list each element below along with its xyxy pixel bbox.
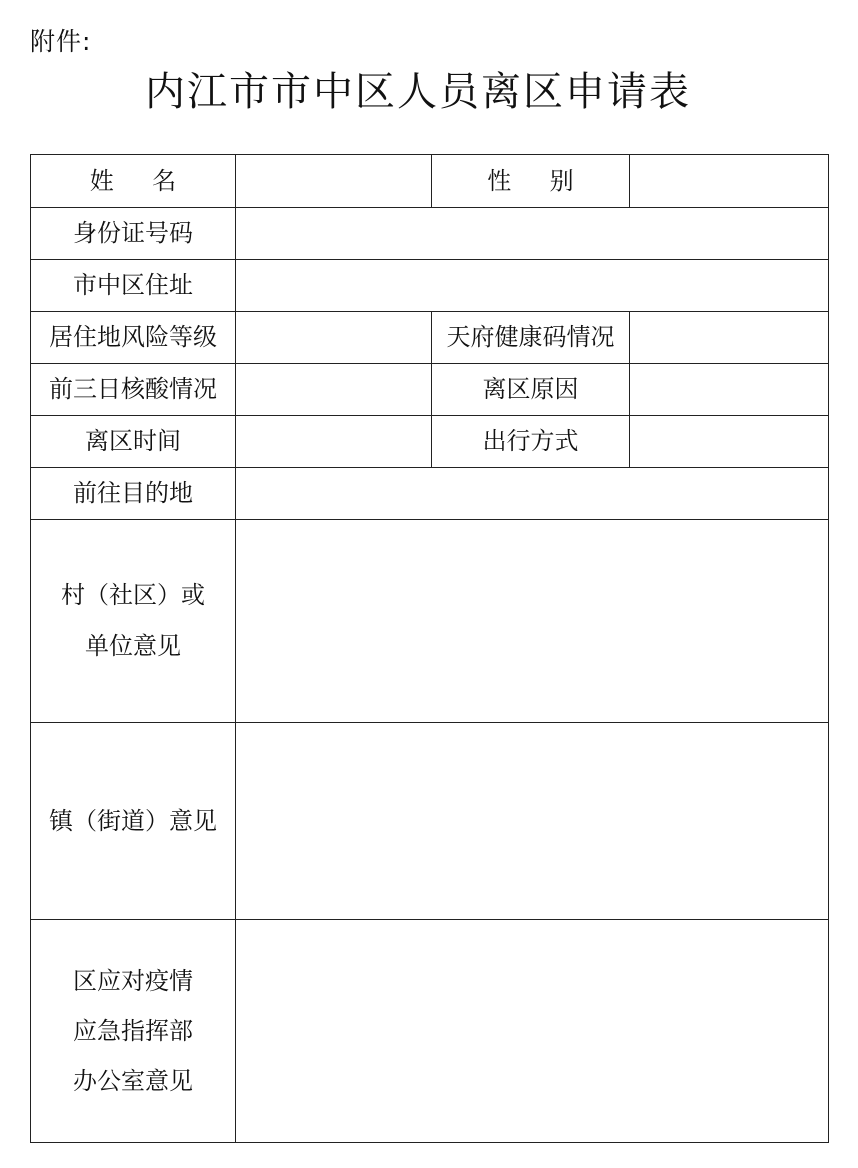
row-id-number — [31, 208, 829, 260]
gender-label-cell — [432, 155, 630, 208]
name-field[interactable] — [236, 155, 432, 208]
district-hq-opinion-field[interactable] — [236, 920, 829, 1143]
name-label-cell — [31, 155, 236, 208]
district-hq-opinion-label — [31, 920, 236, 1143]
row-village-opinion — [31, 520, 829, 723]
district-hq-opinion-label-line-1: 区应对疫情 — [73, 967, 193, 995]
risk-level-label: 居住地风险等级 — [31, 312, 236, 364]
travel-mode-field[interactable] — [630, 416, 829, 468]
address-label: 市中区住址 — [31, 260, 236, 312]
nucleic-test-field[interactable] — [236, 364, 432, 416]
row-town-opinion — [31, 723, 829, 920]
village-opinion-label — [31, 520, 236, 723]
gender-label: 性别 — [487, 166, 613, 195]
health-code-field[interactable] — [630, 312, 829, 364]
nucleic-test-label: 前三日核酸情况 — [31, 364, 236, 416]
address-field[interactable] — [236, 260, 829, 312]
row-destination — [31, 468, 829, 520]
row-address — [31, 260, 829, 312]
name-label: 姓名 — [89, 166, 215, 195]
form-title: 内江市市中区人员离区申请表 — [145, 69, 691, 115]
leave-time-label: 离区时间 — [31, 416, 236, 468]
town-opinion-field[interactable] — [236, 723, 829, 920]
village-opinion-label-line-1: 村（社区）或 — [61, 581, 205, 609]
row-nucleic-reason — [31, 364, 829, 416]
gender-field[interactable] — [630, 155, 829, 208]
destination-field[interactable] — [236, 468, 829, 520]
row-time-travel — [31, 416, 829, 468]
leave-reason-label: 离区原因 — [432, 364, 630, 416]
district-hq-opinion-label-line-3: 办公室意见 — [73, 1067, 193, 1095]
leave-reason-field[interactable] — [630, 364, 829, 416]
destination-label: 前往目的地 — [31, 468, 236, 520]
row-district-opinion — [31, 920, 829, 1143]
town-opinion-label — [31, 723, 236, 920]
risk-level-field[interactable] — [236, 312, 432, 364]
town-opinion-label-line-1: 镇（街道）意见 — [49, 806, 217, 835]
village-opinion-field[interactable] — [236, 520, 829, 723]
attachment-label: 附件: — [30, 27, 92, 56]
row-risk-health — [31, 312, 829, 364]
travel-mode-label: 出行方式 — [432, 416, 630, 468]
health-code-label: 天府健康码情况 — [432, 312, 630, 364]
district-hq-opinion-label-line-2: 应急指挥部 — [73, 1017, 193, 1045]
id-number-field[interactable] — [236, 208, 829, 260]
village-opinion-label-line-2: 单位意见 — [85, 632, 181, 660]
id-number-label: 身份证号码 — [31, 208, 236, 260]
leave-time-field[interactable] — [236, 416, 432, 468]
application-form-table — [30, 154, 829, 1143]
row-name-gender — [31, 155, 829, 208]
